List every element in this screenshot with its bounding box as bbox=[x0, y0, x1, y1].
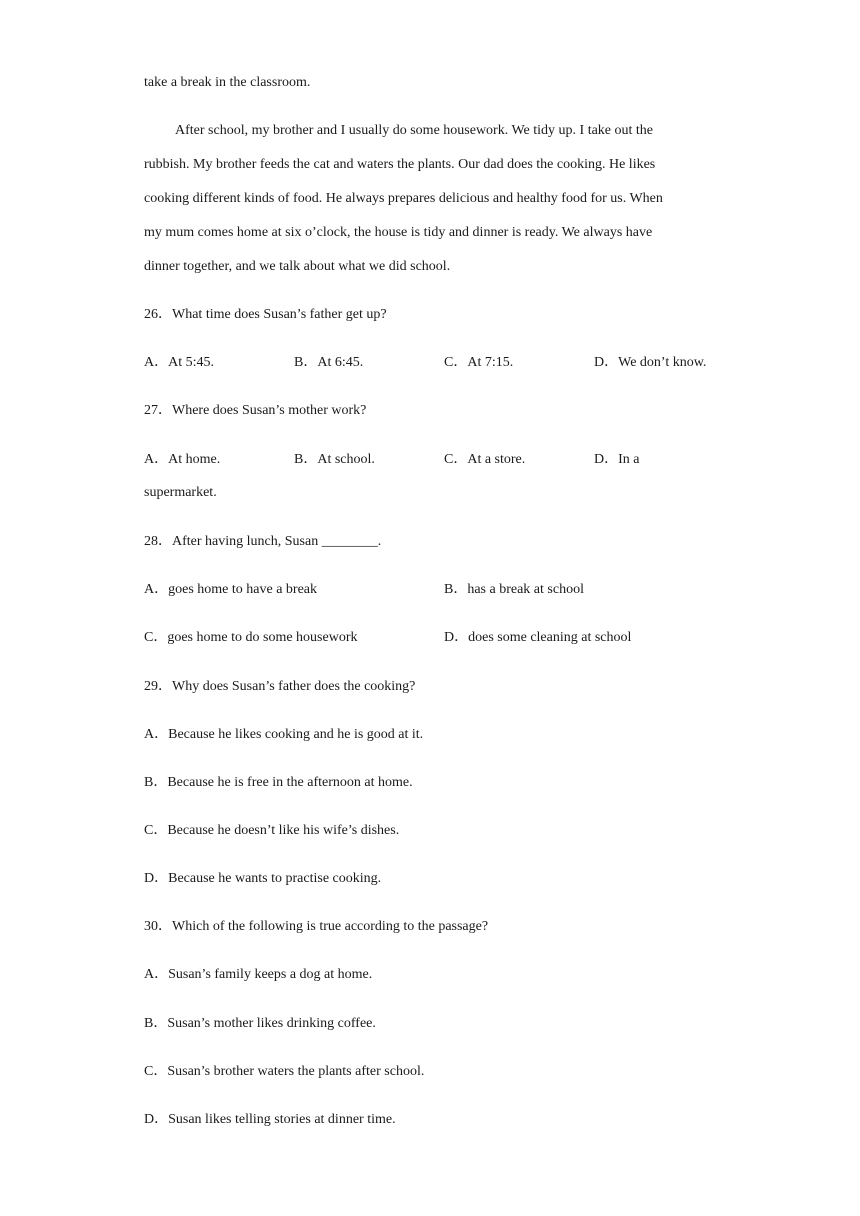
question-option: C．At 7:15. bbox=[444, 355, 514, 370]
question-stem: 26．What time does Susan’s father get up? bbox=[144, 307, 387, 322]
passage-line: my mum comes home at six o’clock, the house is tidy and dinner is ready. We always have bbox=[144, 225, 653, 240]
passage-line: take a break in the classroom. bbox=[144, 75, 311, 90]
passage-line: cooking different kinds of food. He always prepares delicious and healthy food for us. When bbox=[144, 191, 663, 206]
question-option: A．Susan’s family keeps a dog at home. bbox=[144, 967, 373, 982]
question-option: D．does some cleaning at school bbox=[444, 630, 632, 645]
question-option: A．At home. bbox=[144, 452, 221, 467]
question-option: B．Susan’s mother likes drinking coffee. bbox=[144, 1016, 376, 1031]
question-option: D．We don’t know. bbox=[594, 355, 707, 370]
question-option: C．goes home to do some housework bbox=[144, 630, 358, 645]
question-option: D．Susan likes telling stories at dinner time. bbox=[144, 1112, 396, 1127]
question-option: D．In a bbox=[594, 452, 640, 467]
question-option: A．Because he likes cooking and he is good at it. bbox=[144, 727, 424, 742]
question-stem: 30．Which of the following is true according to the passage? bbox=[144, 919, 489, 934]
question-option: D．Because he wants to practise cooking. bbox=[144, 871, 382, 886]
question-option: B．At 6:45. bbox=[294, 355, 364, 370]
passage-line: After school, my brother and I usually do some housework. We tidy up. I take out the bbox=[175, 123, 654, 138]
question-option-wrap: supermarket. bbox=[144, 485, 217, 500]
question-stem: 27．Where does Susan’s mother work? bbox=[144, 403, 367, 418]
question-option: C．Because he doesn’t like his wife’s dishes. bbox=[144, 823, 400, 838]
passage-line: dinner together, and we talk about what we did school. bbox=[144, 259, 451, 274]
question-option: B．Because he is free in the afternoon at home. bbox=[144, 775, 413, 790]
passage-line: rubbish. My brother feeds the cat and waters the plants. Our dad does the cooking. He likes bbox=[144, 157, 656, 172]
question-option: B．At school. bbox=[294, 452, 375, 467]
question-option: C．Susan’s brother waters the plants after school. bbox=[144, 1064, 425, 1079]
question-option: C．At a store. bbox=[444, 452, 526, 467]
question-option: A．goes home to have a break bbox=[144, 582, 317, 597]
question-stem: 29．Why does Susan’s father does the cooking? bbox=[144, 679, 416, 694]
question-option: B．has a break at school bbox=[444, 582, 584, 597]
question-option: A．At 5:45. bbox=[144, 355, 214, 370]
question-stem: 28．After having lunch, Susan ________. bbox=[144, 534, 382, 549]
